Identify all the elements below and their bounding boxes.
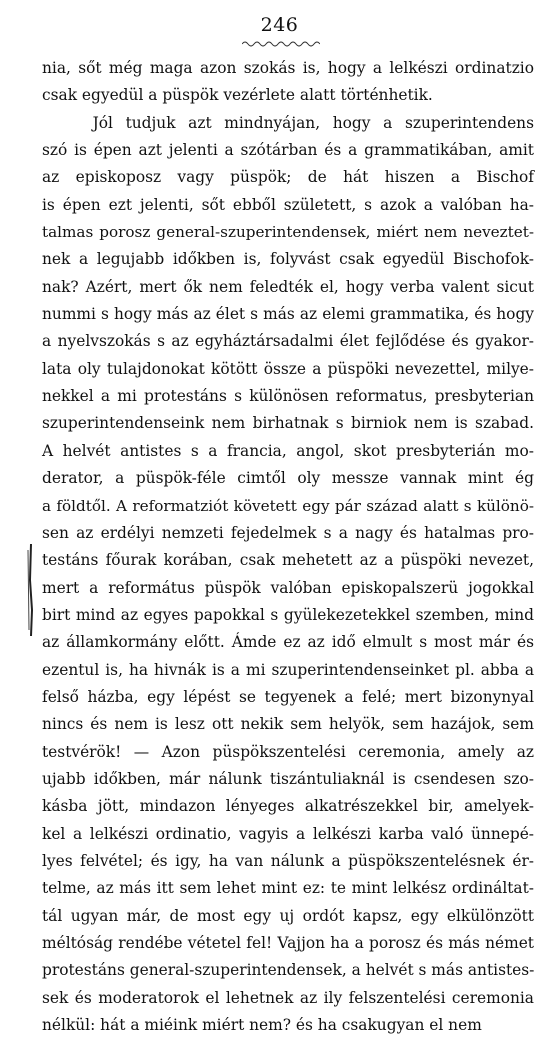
text-line: lyes felvétel; és igy, ha van nálunk a püspökszentelésnek ér- [42, 851, 534, 870]
text-line: kásba jött, mindazon lényeges alkatrészekkel bir, amelyek- [42, 797, 534, 816]
text-line: lata oly tulajdonokat kötött össze a püspöki nevezettel, milye- [42, 359, 534, 378]
text-line: az államkormány előtt. Ámde ez az idő elmult s most már és [42, 633, 534, 652]
text-line: A helvét antistes s a francia, angol, skot presbyterián mo- [42, 441, 534, 460]
text-line: nia, sőt még maga azon szokás is, hogy a lelkészi ordinatzio [42, 59, 534, 77]
text-line: Jól tudjuk azt mindnyájan, hogy a szuperintendens [42, 113, 534, 132]
page-number: 246 [260, 14, 299, 36]
text-line: nélkül: hát a miéink miért nem? és ha csakugyan el nem [42, 1016, 482, 1035]
text-line: protestáns general-szuperintendensek, a helvét s más antistes- [42, 961, 535, 980]
text-line: nek a legujabb időkben is, folyvást csak egyedül Bischofok- [42, 250, 534, 269]
margin-pencil-mark [24, 540, 38, 640]
text-line: szó is épen azt jelenti a szótárban és a grammatikában, amit [42, 141, 534, 160]
text-line: csak egyedül a püspök vezérlete alatt történhetik. [42, 86, 433, 105]
text-line: sen az erdélyi nemzeti fejedelmek s a nagy és hatalmas pro- [42, 523, 534, 542]
body-text [42, 55, 534, 1039]
text-line: méltóság rendébe vétetel fel! Vajjon ha a porosz és más német [42, 934, 534, 952]
text-line: testvérök! — Azon püspökszentelési ceremonia, amely az [42, 742, 534, 761]
text-line: kel a lelkészi ordinatio, vagyis a lelkészi karba való ünnepé- [42, 824, 534, 843]
text-line: telme, az más itt sem lehet mint ez: te mint lelkész ordináltat- [42, 879, 534, 898]
text-line: testáns főurak korában, csak mehetett az a püspöki nevezet, [42, 551, 534, 570]
text-line: ezentul is, ha hivnák is a mi szuperintendenseinket pl. abba a [42, 660, 534, 679]
text-line: tál ugyan már, de most egy uj ordót kapsz, egy elkülönzött [42, 906, 534, 925]
text-line: az episkoposz vagy püspök; de hát hiszen a Bischof [42, 168, 534, 187]
text-line: sek és moderatorok el lehetnek az ily felszentelési ceremonia [42, 988, 534, 1007]
text-line: a nyelvszokás s az egyháztársadalmi élet fejlődése és gyakor- [42, 332, 534, 351]
text-line: talmas porosz general-szuperintendensek, miért nem neveztet- [42, 223, 534, 242]
text-line: a földtől. A reformatziót követett egy pár század alatt s különö- [42, 496, 534, 515]
text-line: nincs és nem is lesz ott nekik sem helyök, sem hazájok, sem [42, 715, 534, 734]
text-line: is épen ezt jelenti, sőt ebből született, s azok a valóban ha- [42, 195, 534, 214]
text-line: derator, a püspök-féle cimtől oly messze vannak mint ég [42, 469, 534, 488]
text-line: mert a református püspök valóban episkopalszerü jogokkal [42, 578, 534, 597]
text-line: nummi s hogy más az élet s más az elemi grammatika, és hogy [42, 305, 534, 324]
text-line: birt mind az egyes papokkal s gyülekezetekkel szemben, mind [42, 605, 534, 624]
text-line: szuperintendenseink nem birhatnak s birniok nem is szabad. [42, 414, 534, 433]
text-line: nekkel a mi protestáns s különösen reformatus, presbyterian [42, 387, 534, 406]
text-line: felső házba, egy lépést se tegyenek a felé; mert bizonynyal [42, 687, 534, 706]
header-ornament [242, 40, 320, 48]
text-line: ujabb időkben, már nálunk tiszántuliaknál is csendesen szo- [42, 769, 534, 788]
text-line: nak? Azért, mert ők nem feledték el, hogy verba valent sicut [42, 277, 534, 296]
